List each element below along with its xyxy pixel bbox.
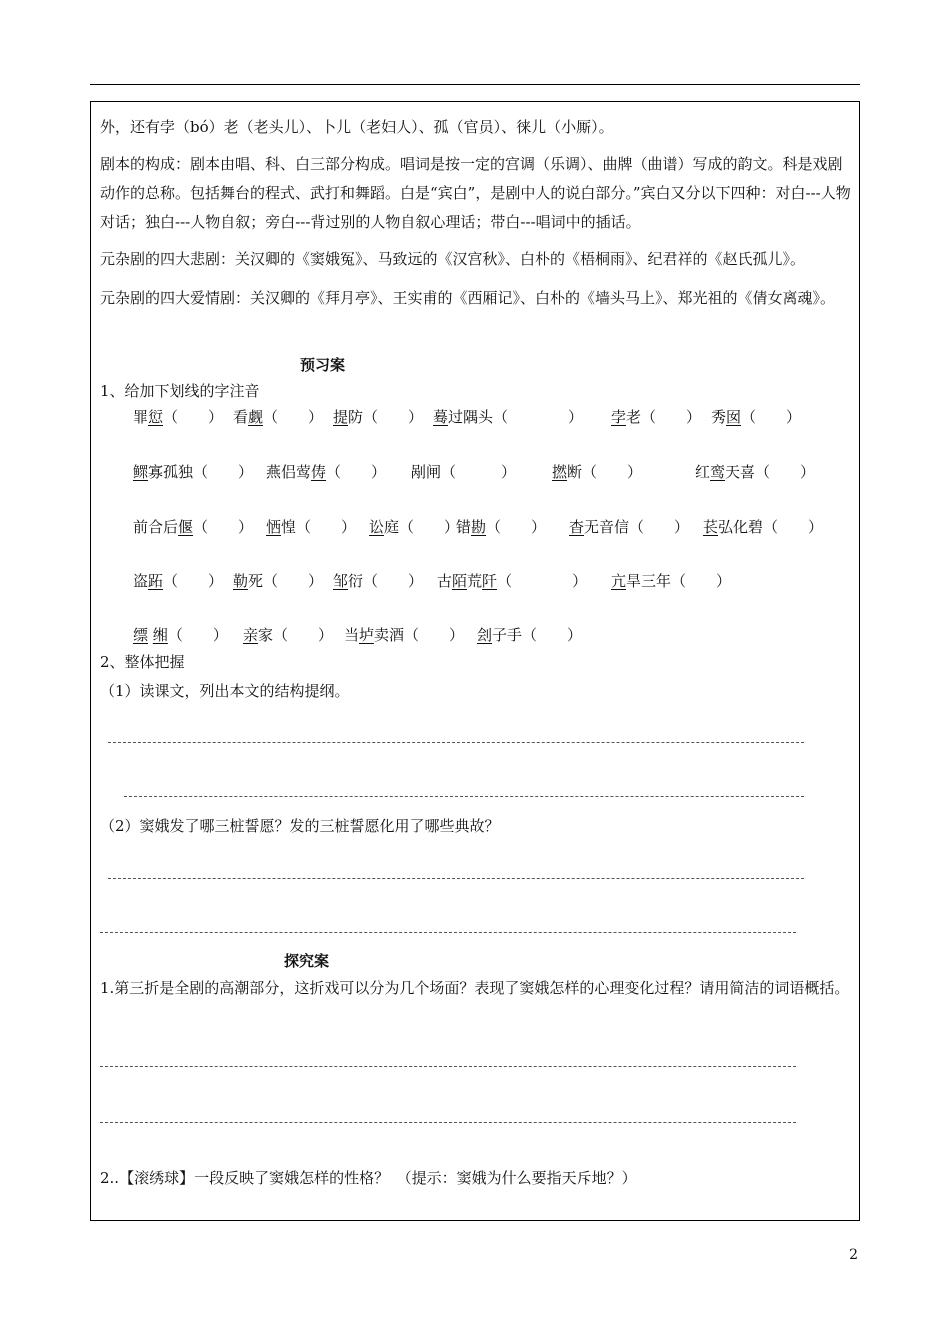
- vocab-item: 邹衍（ ）: [333, 572, 424, 590]
- vocab-item: 提防（ ）: [333, 408, 424, 426]
- vocab-item: 撚断（ ）: [552, 463, 643, 481]
- tragedies-paragraph: 元杂剧的四大悲剧：关汉卿的《窦娥冤》、马致远的《汉宫秋》、白朴的《梧桐雨》、纪君祥的《赵氏孤儿》。: [100, 250, 806, 268]
- composition-paragraph: 剧本的构成：剧本由唱、科、白三部分构成。唱词是按一定的宫调（乐调）、曲牌（曲谱）写成的韵文。科是戏剧动作的总称。包括舞台的程式、武打和舞蹈。白是“宾白”，是剧中人的说白部分。”宾白又分以下四种：对白---人物对话；独白---人物自叙；旁白---背过别的人物自叙心理话；带白---唱词中的插话。: [100, 155, 851, 231]
- answer-line: [100, 1122, 796, 1123]
- header-rule: [90, 84, 860, 85]
- vocab-item: 错勘（ ）: [456, 518, 547, 536]
- vocab-item: 红鸾天喜（ ）: [695, 463, 816, 481]
- preview-question-2-2: （2）窦娥发了哪三桩誓愿？发的三桩誓愿化用了哪些典故？: [100, 817, 500, 835]
- vocab-item: 古陌荒阡（ ）: [437, 572, 588, 590]
- intro-line: 外，还有孛（bó）老（老头儿）、卜儿（老妇人）、孤（官员）、徕儿（小厮）。: [100, 118, 614, 136]
- vocab-item: 剐闸（ ）: [411, 463, 517, 481]
- preview-question-2: 2、整体把握: [100, 653, 185, 671]
- answer-line: [124, 796, 804, 797]
- vocab-item: 苌弘化碧（ ）: [703, 518, 824, 536]
- love-plays-paragraph: 元杂剧的四大爱情剧：关汉卿的《拜月亭》、王实甫的《西厢记》、白朴的《墙头马上》、郑光祖的《倩女离魂》。: [100, 289, 836, 307]
- vocab-item: 亢旱三年（ ）: [611, 572, 732, 590]
- preview-question-1: 1、给加下划线的字注音: [100, 382, 260, 400]
- answer-line: [100, 932, 796, 933]
- vocab-item: 恓惶（ ）: [266, 518, 357, 536]
- vocab-item: 当垆卖酒（ ）: [344, 626, 465, 644]
- vocab-item: 罪愆（ ）: [133, 408, 224, 426]
- vocab-item: 盗跖（ ）: [133, 572, 224, 590]
- vocab-item: 杳无音信（ ）: [569, 518, 690, 536]
- vocab-item: 燕侣莺俦（ ）: [266, 463, 387, 481]
- explore-title: 探究案: [284, 952, 330, 970]
- vocab-item: 蓦过隅头（ ）: [433, 408, 584, 426]
- explore-question-2: 2..【滚绣球】一段反映了窦娥怎样的性格？ （提示：窦娥为什么要指天斥地？）: [100, 1169, 637, 1187]
- vocab-item: 鳏寡孤独（ ）: [133, 463, 254, 481]
- explore-question-1: 1.第三折是全剧的高潮部分，这折戏可以分为几个场面？表现了窦娥怎样的心理变化过程？请用简洁的词语概括。: [100, 979, 850, 997]
- vocab-item: 秀囡（ ）: [711, 408, 802, 426]
- vocab-item: 前合后偃（ ）: [133, 518, 254, 536]
- vocab-item: 看觑（ ）: [233, 408, 324, 426]
- page-number: 2: [849, 1247, 858, 1263]
- vocab-item: 孛老（ ）: [611, 408, 702, 426]
- vocab-item: 刽子手（ ）: [477, 626, 583, 644]
- vocab-item: 亲家（ ）: [243, 626, 334, 644]
- answer-line: [108, 742, 804, 743]
- answer-line: [108, 878, 804, 879]
- vocab-item: 讼庭（ ）: [369, 518, 460, 536]
- answer-line: [100, 1066, 796, 1067]
- preview-question-2-1: （1）读课文，列出本文的结构提纲。: [100, 682, 350, 700]
- vocab-item: 勒死（ ）: [233, 572, 324, 590]
- vocab-item: 缥 缃（ ）: [133, 626, 228, 644]
- preview-title: 预习案: [300, 356, 346, 374]
